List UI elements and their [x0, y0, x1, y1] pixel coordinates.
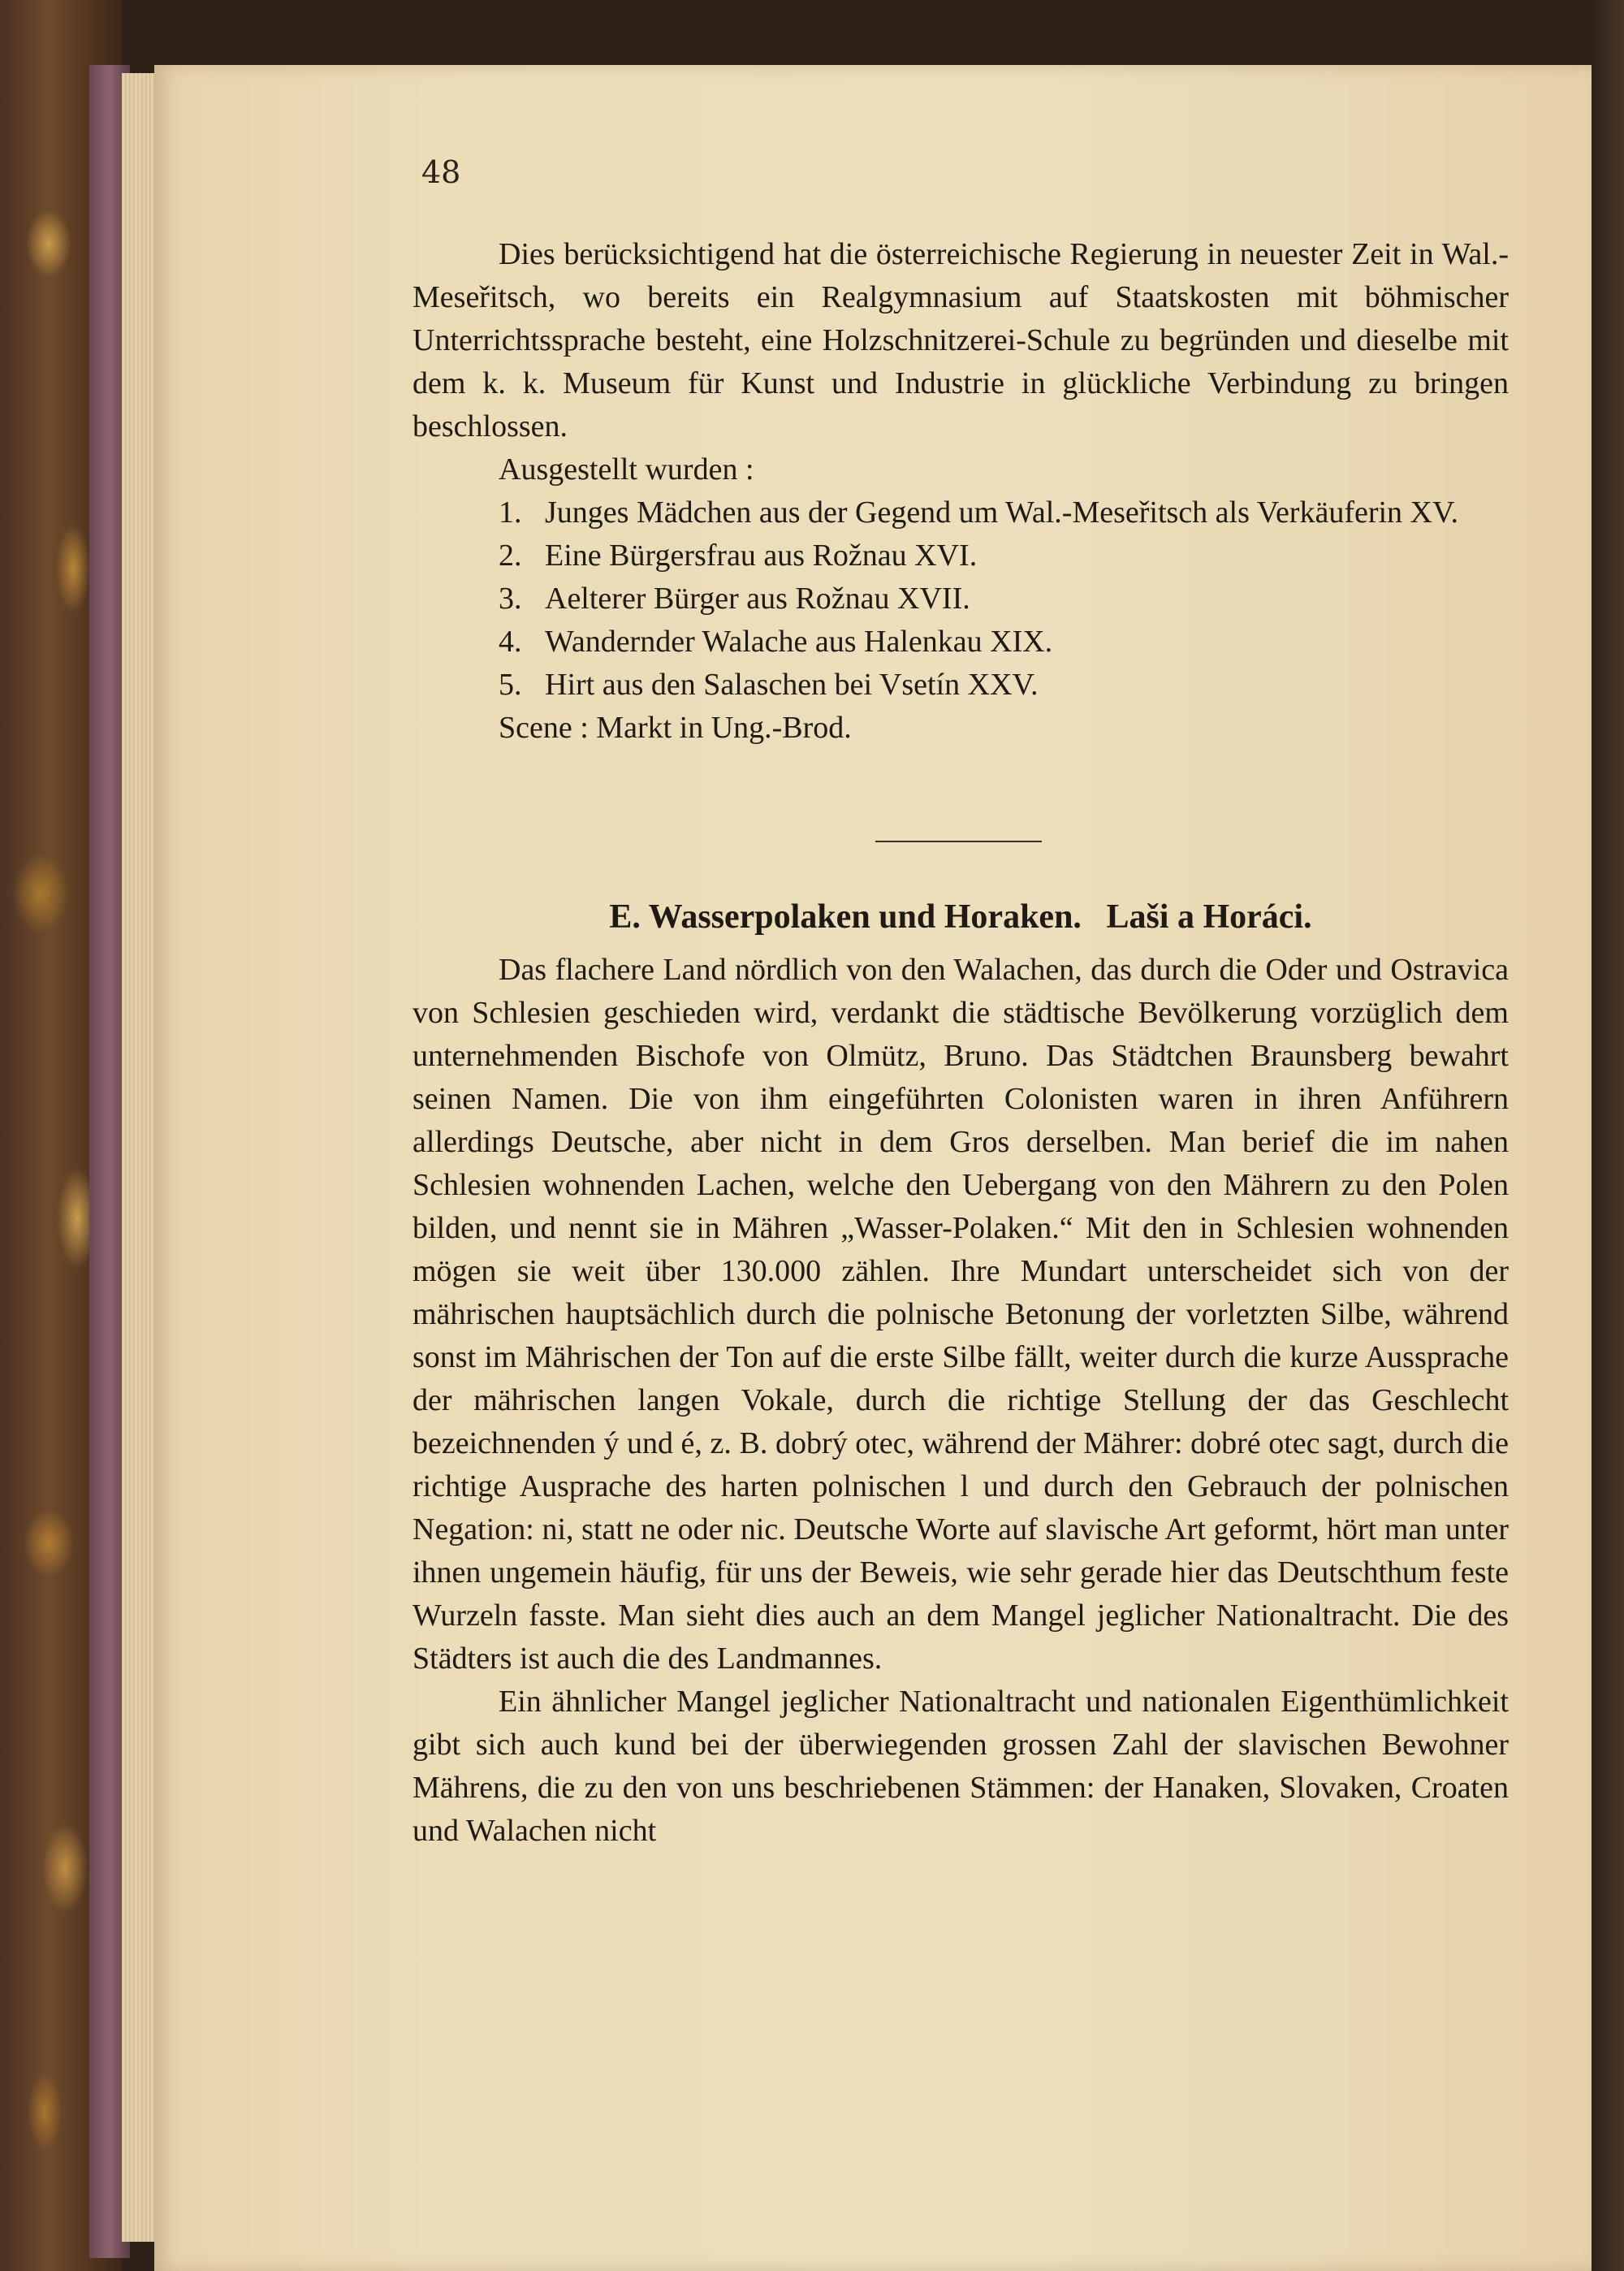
page-number: 48 [421, 154, 461, 190]
heading-czech: Laši a Horáci. [1106, 898, 1312, 936]
exhibit-list [412, 491, 1509, 707]
body-paragraph-2: Ein ähnlicher Mangel jeglicher Nationaltracht und nationalen Eigenthümlichkeit gibt sich auch kund bei der überwiegenden grossen Zahl der slavischen Bewohner Mährens, die zu den von uns beschriebenen Stämmen: der Hanaken, Slovaken, Croaten und Walachen nicht [412, 1685, 1509, 1848]
scene-line: Scene : Markt in Ung.-Brod. [499, 711, 852, 745]
heading-german: E. Wasserpolaken und Horaken. [609, 898, 1082, 936]
intro-paragraph: Dies berücksichtigend hat die österreichische Regierung in neuester Zeit in Wal.-Meseřitsch, wo bereits ein Realgymnasium auf Staatskosten mit böhmischer Unterrichtssprache besteht, eine Holzschnitzerei-Schule zu begründen und dieselbe mit dem k. k. Museum für Kunst und Industrie in glückliche Verbindung zu bringen beschlossen. [412, 237, 1509, 443]
right-page-shadow [1592, 0, 1624, 2271]
list-item: 4. Wandernder Walache aus Halenkau XIX. [499, 625, 1053, 659]
exhibited-label: Ausgestellt wurden : [499, 452, 754, 487]
list-item: 1. Junges Mädchen aus der Gegend um Wal.-Meseřitsch als Verkäuferin XV. [499, 495, 1459, 530]
list-item: 2. Eine Bürgersfrau aus Rožnau XVI. [499, 539, 978, 573]
section-heading [412, 898, 1509, 937]
top-section [412, 233, 1509, 750]
body-paragraph-1: Das flachere Land nördlich von den Walachen, das durch die Oder und Ostravica von Schlesien geschieden wird, verdankt die städtische Bevölkerung vorzüglich dem unternehmenden Bischofe von Olmütz, Bruno. Das Städtchen Braunsberg bewahrt seinen Namen. Die von ihm eingeführten Colonisten waren in ihren Anführern allerdings Deutsche, aber nicht in dem Gros derselben. Man berief die im nahen Schlesien wohnenden Lachen, welche den Uebergang von den Mährern zu den Polen bilden, und nennt sie in Mähren „Wasser-Polaken.“ Mit den in Schlesien wohnenden mögen sie weit über 130.000 zählen. Ihre Mundart unterscheidet sich von der mährischen hauptsächlich durch die polnische Betonung der vorletzten Silbe, während sonst im Mährischen der Ton auf die erste Silbe fällt, weiter durch die kurze Aussprache der mährischen langen Vokale, durch die richtige Stellung der das Geschlecht bezeichnenden ý und é, z. B. dobrý otec, während der Mährer: dobré otec sagt, durch die richtige Ausprache des harten polnischen l und durch den Gebrauch der polnischen Negation: ni, statt ne oder nic. Deutsche Worte auf slavische Art geformt, hört man unter ihnen ungemein häufig, für uns der Beweis, wie sehr gerade hier das Deutschthum feste Wurzeln fasste. Man sieht dies auch an dem Mangel jeglicher Nationaltracht. Die des Städters ist auch die des Landmannes. [412, 953, 1509, 1676]
list-item: 3. Aelterer Bürger aus Rožnau XVII. [499, 582, 970, 616]
section-e-body [412, 949, 1509, 1853]
section-divider [875, 841, 1042, 842]
list-item: 5. Hirt aus den Salaschen bei Vsetín XXV. [499, 668, 1039, 702]
